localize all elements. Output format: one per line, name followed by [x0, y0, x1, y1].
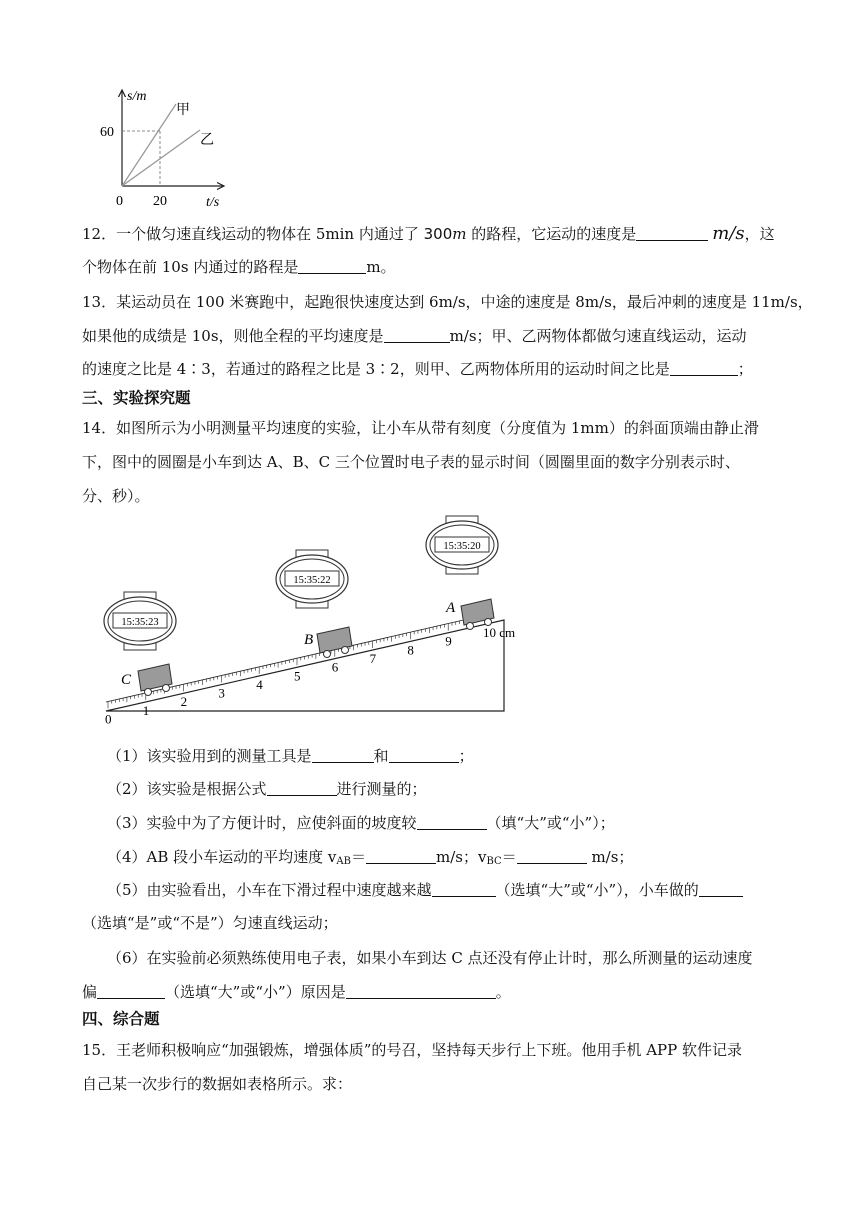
- distance-value: 300: [423, 225, 453, 243]
- text: 。: [495, 983, 511, 1001]
- ruler-label: 6: [331, 659, 339, 675]
- x-axis-label: t/s: [206, 195, 220, 208]
- text: 12．一个做匀速直线运动的物体在 5min 内通过了: [82, 225, 424, 243]
- subq-5b: （选填“是”或“不是”）匀速直线运动；: [82, 914, 338, 932]
- answer-blank[interactable]: [267, 780, 337, 796]
- st-graph: [96, 84, 236, 208]
- unit-speed: m/s: [712, 223, 745, 244]
- stopwatch-a: [426, 516, 498, 574]
- subq-3: [107, 813, 615, 833]
- time-b: 15:35:22: [293, 575, 331, 586]
- answer-blank[interactable]: [417, 814, 487, 830]
- text: （4）AB 段小车运动的平均速度 v: [107, 848, 337, 866]
- text: （1）该实验用到的测量工具是: [107, 747, 312, 765]
- ruler-label: 4: [256, 676, 263, 692]
- text: m。: [366, 258, 396, 276]
- ruler-label: 10 cm: [483, 625, 516, 640]
- q12-line1: [82, 224, 775, 244]
- x-tick-20: 20: [153, 194, 167, 208]
- subq-1: [107, 746, 474, 766]
- answer-blank[interactable]: [298, 258, 366, 274]
- y-tick-60: 60: [100, 125, 114, 140]
- subq-5a: [107, 880, 743, 900]
- subscript-ab: AB: [336, 856, 351, 867]
- ruler-label: 8: [407, 642, 414, 658]
- ruler-label: 0: [105, 711, 112, 727]
- incline-figure: [96, 512, 516, 734]
- series-jia-label: 甲: [176, 103, 190, 118]
- q14-line3: 分、秒）。: [82, 487, 150, 505]
- ruler-label: 7: [369, 650, 377, 666]
- answer-blank[interactable]: [346, 983, 496, 999]
- answer-blank[interactable]: [636, 225, 708, 241]
- text: m/s；: [586, 848, 634, 866]
- ruler-label: 5: [294, 668, 301, 684]
- answer-blank[interactable]: [97, 983, 165, 999]
- q13-line2: [82, 326, 747, 346]
- cart-a: [461, 599, 494, 630]
- q12-line2: [82, 257, 396, 277]
- q14-line2: 下，图中的圆圈是小车到达 A、B、C 三个位置时电子表的显示时间（圆圈里面的数字分别表示时、: [82, 453, 740, 471]
- origin-label: 0: [116, 194, 123, 208]
- text: ；: [458, 747, 474, 765]
- answer-blank[interactable]: [517, 848, 587, 864]
- answer-blank[interactable]: [312, 747, 374, 763]
- point-c-label: C: [121, 672, 132, 688]
- point-b-label: B: [304, 632, 314, 648]
- text: （填“大”或“小”）；: [486, 814, 615, 832]
- text: ；: [737, 360, 753, 378]
- line-yi: [122, 130, 200, 186]
- q13-line1: 13．某运动员在 100 米赛跑中，起跑很快速度达到 6m/s，中途的速度是 8m/s，最后冲刺的速度是 11m/s，: [82, 293, 813, 311]
- text: （2）该实验是根据公式: [107, 780, 267, 798]
- text: 偏: [82, 983, 98, 1001]
- answer-blank[interactable]: [432, 881, 496, 897]
- ruler-label: 9: [445, 633, 452, 649]
- q15-line2: 自己某一次步行的数据如表格所示。求：: [82, 1075, 353, 1093]
- ruler-label: 2: [180, 694, 188, 710]
- q15-line1: 15．王老师积极响应“加强锻炼，增强体质”的号召，坚持每天步行上下班。他用手机 APP 软件记录: [82, 1041, 742, 1059]
- ruler-label: 1: [142, 702, 150, 718]
- ruler-label: 3: [218, 685, 225, 701]
- point-a-label: A: [446, 600, 456, 616]
- subq-6a: （6）在实验前必须熟练使用电子表，如果小车到达 C 点还没有停止计时，那么所测量的运动速度: [107, 949, 753, 967]
- text: m/s；甲、乙两物体都做匀速直线运动，运动: [449, 327, 747, 345]
- section-3-heading: 三、实验探究题: [82, 389, 191, 407]
- text: （3）实验中为了方便计时，应使斜面的坡度较: [107, 814, 417, 832]
- text: （5）由实验看出，小车在下滑过程中速度越来越: [107, 881, 432, 899]
- subscript-bc: BC: [486, 856, 502, 867]
- time-c: 15:35:23: [121, 617, 159, 628]
- subq-2: [107, 779, 427, 799]
- line-jia: [122, 104, 176, 186]
- text: （选填“大”或“小”）原因是: [165, 983, 346, 1001]
- time-a: 15:35:20: [443, 541, 481, 552]
- text: 进行测量的；: [336, 780, 427, 798]
- text: 个物体在前 10s 内通过的路程是: [82, 258, 299, 276]
- stopwatch-c: [104, 592, 176, 650]
- unit-m: m: [452, 225, 467, 243]
- q14-line1: 14．如图所示为小明测量平均速度的实验，让小车从带有刻度（分度值为 1mm）的斜面顶端由静止滑: [82, 419, 759, 437]
- answer-blank[interactable]: [389, 747, 459, 763]
- text: ＝: [501, 848, 517, 866]
- text: 如果他的成绩是 10s，则他全程的平均速度是: [82, 327, 384, 345]
- answer-blank[interactable]: [699, 881, 743, 897]
- subq-6b: [82, 982, 511, 1002]
- stopwatch-b: [276, 550, 348, 608]
- text: 和: [373, 747, 389, 765]
- answer-blank[interactable]: [384, 327, 450, 343]
- answer-blank[interactable]: [366, 848, 436, 864]
- subq-4: [107, 847, 633, 872]
- text: ，这: [744, 225, 775, 243]
- text: m/s；v: [436, 848, 487, 866]
- text: （选填“大”或“小”），小车做的: [495, 881, 699, 899]
- text: 的路程，它运动的速度是: [466, 225, 637, 243]
- series-yi-label: 乙: [200, 133, 214, 148]
- y-axis-label: s/m: [127, 89, 147, 104]
- q13-line3: [82, 359, 753, 379]
- text: 的速度之比是 4∶3，若通过的路程之比是 3∶2，则甲、乙两物体所用的运动时间之比是: [82, 360, 670, 378]
- section-4-heading: 四、综合题: [82, 1010, 160, 1028]
- text: ＝: [351, 848, 367, 866]
- answer-blank[interactable]: [670, 360, 738, 376]
